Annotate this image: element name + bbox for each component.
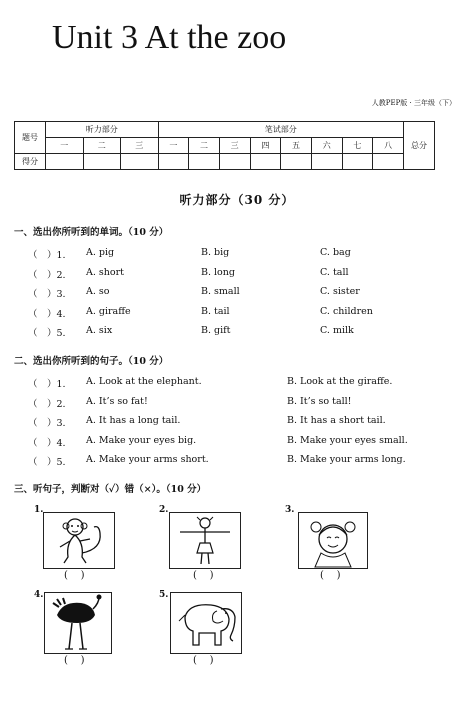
writing-col: 五 (281, 138, 312, 154)
answer-blank[interactable]: ( ) (64, 570, 85, 581)
picture-number: 2. (159, 505, 169, 515)
picture-number: 5. (159, 590, 169, 600)
elephant-icon (171, 593, 241, 653)
writing-part-label: 笔试部分 (158, 122, 404, 138)
score-cell[interactable] (373, 154, 404, 170)
option-c: C. sister (320, 286, 360, 297)
answer-blank[interactable]: ( ) (193, 570, 214, 581)
option-b: B. Make your arms long. (287, 454, 406, 465)
option-a: A. It’s so fat! (86, 395, 148, 407)
question-number[interactable]: （ ）4. (28, 308, 66, 320)
picture-number: 3. (285, 505, 295, 515)
monkey-picture (43, 512, 115, 569)
writing-col: 二 (189, 138, 220, 154)
writing-col: 一 (158, 138, 189, 154)
option-b: B. It has a short tail. (287, 415, 386, 426)
question-number[interactable]: （ ）2. (28, 269, 66, 281)
score-cell[interactable] (121, 154, 159, 170)
question-number[interactable]: （ ）3. (28, 418, 66, 429)
writing-col: 七 (342, 138, 373, 154)
listening-part-label: 听力部分 (46, 122, 159, 138)
writing-col: 八 (373, 138, 404, 154)
question-number-label: 题号 (15, 122, 46, 154)
ostrich-icon (45, 593, 111, 653)
score-cell[interactable] (219, 154, 250, 170)
option-a: A. It has a long tail. (86, 415, 181, 426)
picture-number: 4. (34, 590, 44, 600)
question-number[interactable]: （ ）3. (28, 289, 66, 300)
score-table (14, 121, 435, 170)
score-cell[interactable] (250, 154, 281, 170)
option-b: B. gift (201, 325, 231, 336)
option-a: A. six (86, 325, 113, 336)
writing-col: 四 (250, 138, 281, 154)
writing-col: 三 (219, 138, 250, 154)
score-cell[interactable] (46, 154, 84, 170)
picture-number: 1. (34, 505, 44, 515)
score-cell[interactable] (189, 154, 220, 170)
score-row-label: 得分 (15, 154, 46, 170)
answer-blank[interactable]: ( ) (320, 570, 341, 581)
listening-col: 三 (121, 138, 159, 154)
option-a: A. short (86, 266, 124, 278)
question-number[interactable]: （ ）5. (28, 457, 66, 468)
score-cell[interactable] (281, 154, 312, 170)
listening-col: 一 (46, 138, 84, 154)
option-a: A. Look at the elephant. (86, 376, 202, 387)
part1-heading: 一、选出你所听到的单词。（10 分） (14, 227, 169, 238)
girl-face-icon (299, 513, 367, 568)
option-b: B. It’s so tall! (287, 395, 352, 407)
question-number[interactable]: （ ）4. (28, 437, 66, 449)
girl-arms-out-picture (169, 512, 241, 569)
girl-icon (170, 513, 240, 568)
option-c: C. tall (320, 266, 349, 278)
option-b: B. small (201, 286, 240, 297)
option-b: B. long (201, 266, 235, 278)
writing-col: 六 (311, 138, 342, 154)
option-a: A. giraffe (86, 305, 131, 317)
option-b: B. Look at the giraffe. (287, 376, 393, 387)
part2-heading: 二、选出你所听到的句子。（10 分） (14, 356, 169, 367)
option-b: B. tail (201, 305, 230, 317)
option-a: A. pig (86, 247, 115, 258)
monkey-icon (44, 513, 114, 568)
option-b: B. big (201, 247, 230, 258)
option-a: A. Make your eyes big. (86, 434, 197, 446)
page-title: Unit 3 At the zoo (52, 19, 287, 56)
question-number[interactable]: （ ）2. (28, 398, 66, 410)
option-b: B. Make your eyes small. (287, 434, 408, 446)
edition-label: 人教PEP版 · 三年级（下） (371, 99, 456, 107)
question-number[interactable]: （ ）5. (28, 328, 66, 339)
question-number[interactable]: （ ）1. (28, 379, 66, 390)
girl-face-picture (298, 512, 368, 569)
ostrich-picture (44, 592, 112, 654)
score-cell[interactable] (342, 154, 373, 170)
listening-section-heading: 听力部分（30 分） (179, 193, 295, 207)
option-a: A. so (86, 286, 110, 297)
total-score-label: 总分 (404, 122, 435, 170)
option-c: C. milk (320, 325, 354, 336)
answer-blank[interactable]: ( ) (193, 655, 214, 666)
part3-heading: 三、听句子，判断对（✓）错（×）。（10 分） (14, 484, 207, 495)
score-cell[interactable] (311, 154, 342, 170)
answer-blank[interactable]: ( ) (64, 655, 85, 666)
question-number[interactable]: （ ）1. (28, 250, 66, 261)
option-c: C. children (320, 305, 373, 317)
elephant-picture (170, 592, 242, 654)
score-cell[interactable] (83, 154, 121, 170)
option-a: A. Make your arms short. (86, 454, 209, 465)
listening-col: 二 (83, 138, 121, 154)
score-cell[interactable] (158, 154, 189, 170)
option-c: C. bag (320, 247, 351, 258)
